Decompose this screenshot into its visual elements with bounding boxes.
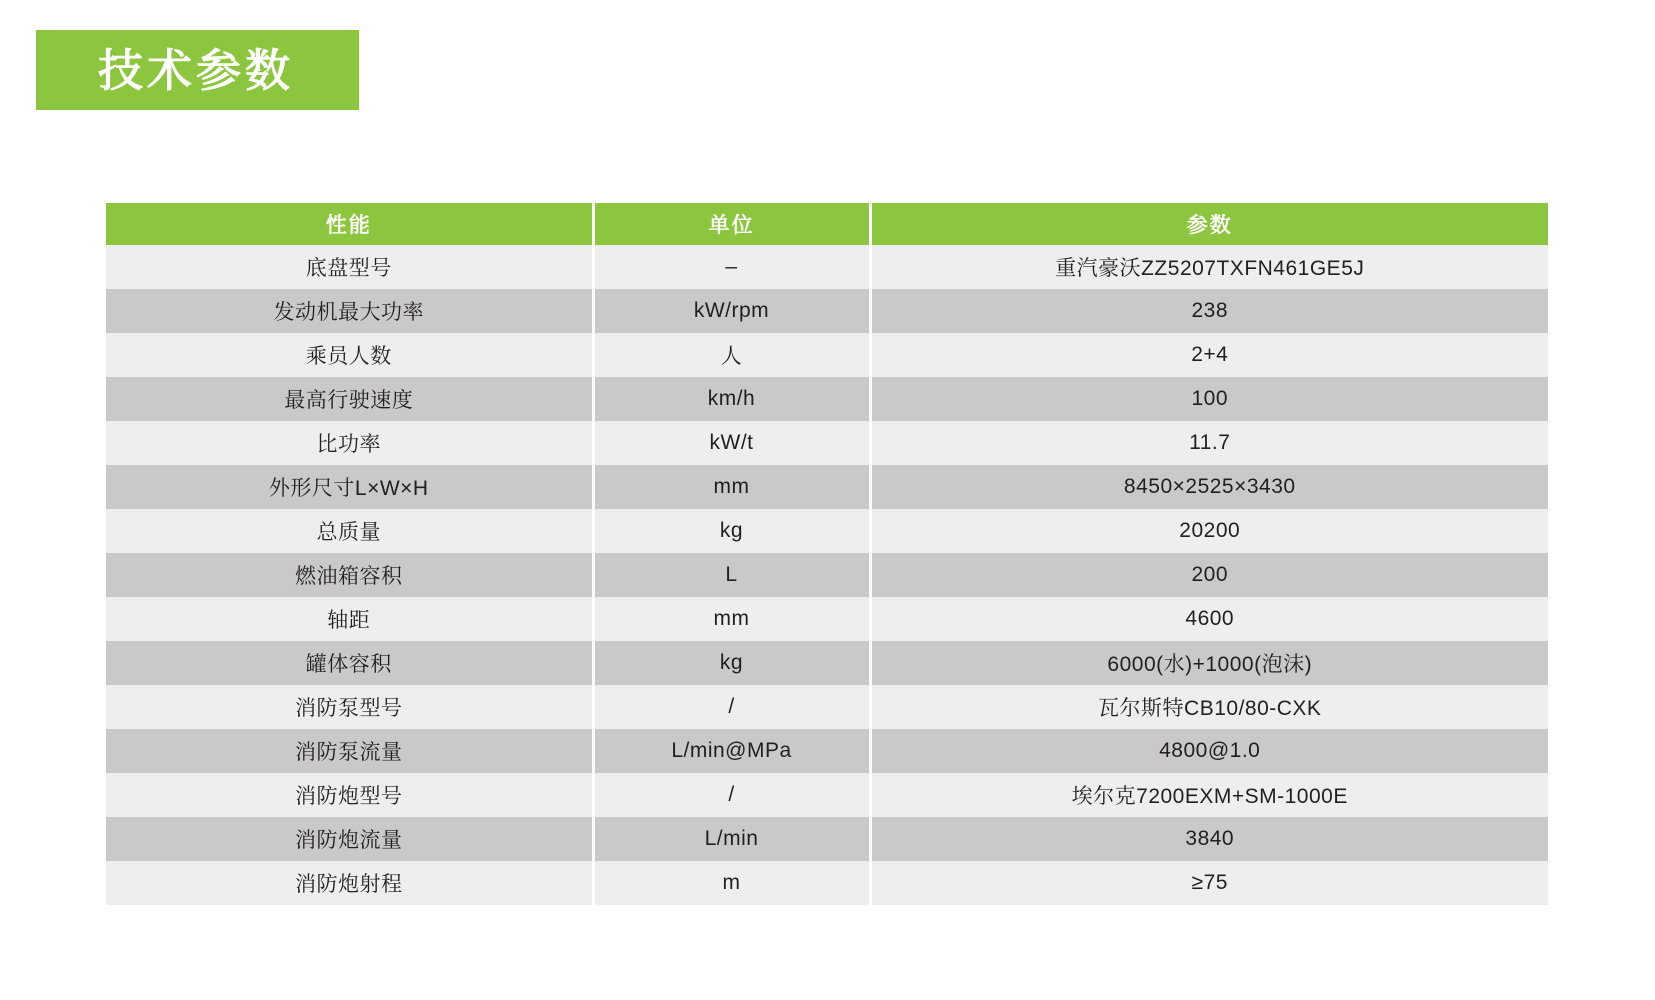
table-header [106,203,1548,245]
table-row [106,553,1548,597]
section-title-banner [36,30,359,110]
cell-unit: 人 [593,333,870,377]
cell-performance: 轴距 [106,597,593,641]
table-row [106,685,1548,729]
column-header-performance: 性能 [106,203,593,245]
cell-parameter: 6000(水)+1000(泡沫) [870,641,1548,685]
cell-parameter: 3840 [870,817,1548,861]
cell-performance: 外形尺寸L×W×H [106,465,593,509]
cell-unit: / [593,685,870,729]
cell-performance: 消防炮流量 [106,817,593,861]
table-row [106,729,1548,773]
cell-unit: mm [593,465,870,509]
cell-performance: 罐体容积 [106,641,593,685]
cell-unit: mm [593,597,870,641]
cell-performance: 消防炮射程 [106,861,593,905]
column-header-unit: 单位 [593,203,870,245]
cell-parameter: 8450×2525×3430 [870,465,1548,509]
cell-performance: 最高行驶速度 [106,377,593,421]
table-row [106,289,1548,333]
table-row [106,597,1548,641]
cell-unit: m [593,861,870,905]
table-row [106,333,1548,377]
cell-parameter: 20200 [870,509,1548,553]
column-header-parameter: 参数 [870,203,1548,245]
cell-parameter: 2+4 [870,333,1548,377]
cell-unit: L/min [593,817,870,861]
table-row [106,465,1548,509]
spec-table-container [106,203,1548,905]
cell-parameter: 100 [870,377,1548,421]
cell-parameter: 埃尔克7200EXM+SM-1000E [870,773,1548,817]
table-row [106,817,1548,861]
cell-performance: 底盘型号 [106,245,593,289]
cell-parameter: 重汽豪沃ZZ5207TXFN461GE5J [870,245,1548,289]
cell-parameter: 11.7 [870,421,1548,465]
table-row [106,773,1548,817]
cell-parameter: 238 [870,289,1548,333]
cell-parameter: 瓦尔斯特CB10/80-CXK [870,685,1548,729]
cell-performance: 消防炮型号 [106,773,593,817]
cell-unit: km/h [593,377,870,421]
cell-performance: 总质量 [106,509,593,553]
cell-unit: L [593,553,870,597]
table-row [106,377,1548,421]
cell-performance: 发动机最大功率 [106,289,593,333]
cell-performance: 消防泵型号 [106,685,593,729]
cell-parameter: 4800@1.0 [870,729,1548,773]
cell-parameter: 4600 [870,597,1548,641]
cell-unit: kW/t [593,421,870,465]
page-title: 技术参数 [98,44,295,96]
cell-performance: 比功率 [106,421,593,465]
table-body [106,245,1548,905]
technical-parameters-table [106,203,1548,905]
table-row [106,641,1548,685]
table-row [106,245,1548,289]
cell-unit: kW/rpm [593,289,870,333]
table-row [106,509,1548,553]
cell-unit: – [593,245,870,289]
table-row [106,421,1548,465]
cell-performance: 燃油箱容积 [106,553,593,597]
cell-performance: 消防泵流量 [106,729,593,773]
cell-performance: 乘员人数 [106,333,593,377]
table-row [106,861,1548,905]
cell-unit: L/min@MPa [593,729,870,773]
table-header-row [106,203,1548,245]
cell-unit: / [593,773,870,817]
cell-unit: kg [593,509,870,553]
cell-parameter: 200 [870,553,1548,597]
cell-parameter: ≥75 [870,861,1548,905]
cell-unit: kg [593,641,870,685]
